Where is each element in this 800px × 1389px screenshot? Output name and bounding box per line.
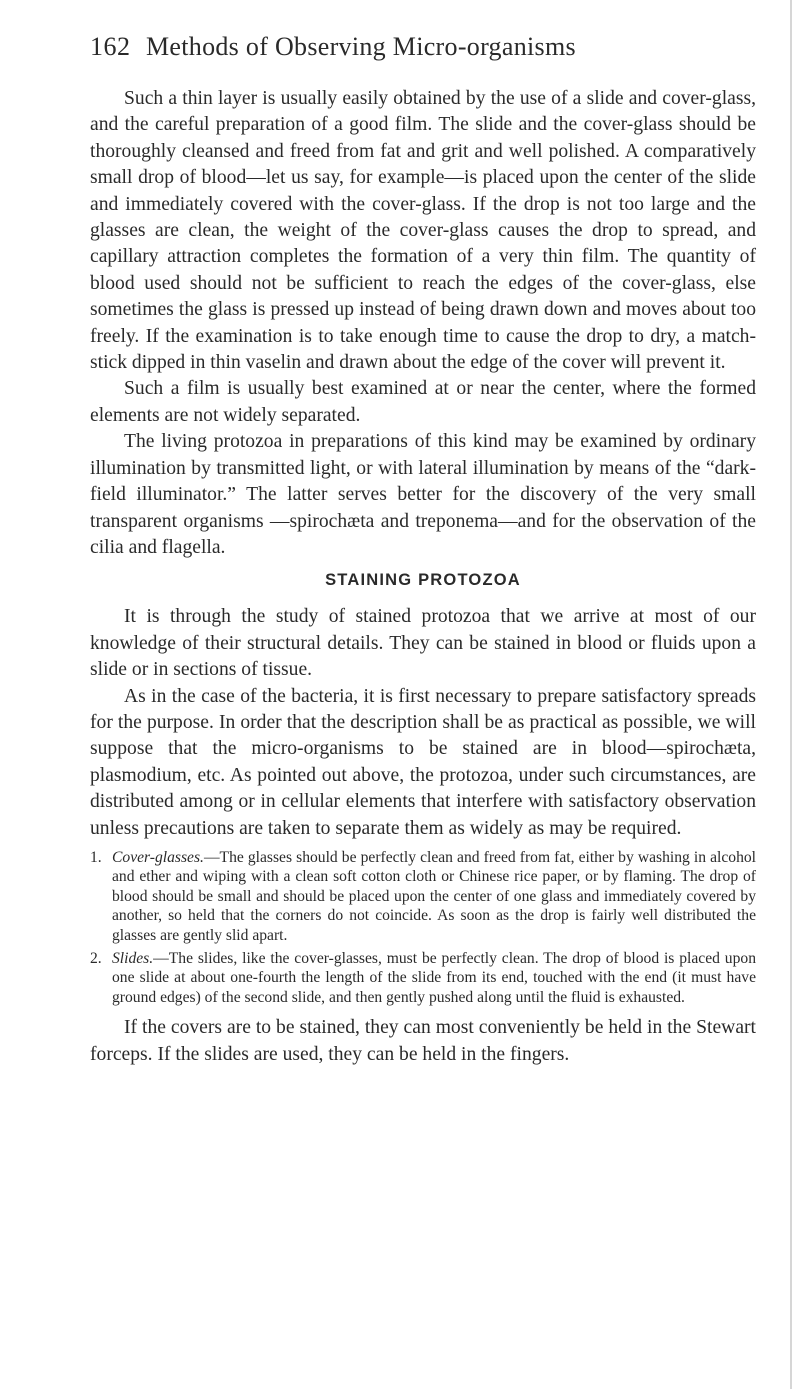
list-item-term: Cover-glasses. bbox=[112, 848, 204, 866]
list-item bbox=[90, 848, 756, 945]
page-header bbox=[90, 32, 740, 72]
body-text bbox=[90, 86, 756, 1068]
list-item-text: —The glasses should be perfectly clean and freed from fat, either by washing in alcohol and ether and wiping with a clean soft cotton cloth or Chinese rice paper, or by flaming. The drop of blood should be small and should be placed upon the center of one glass and immediately covered by another, so held that the corners do not coincide. As soon as the drop is fairly well distributed the glasses are gently slid apart. bbox=[112, 848, 756, 944]
page-number: 162 bbox=[90, 32, 131, 61]
section-heading: STAINING PROTOZOA bbox=[325, 571, 521, 590]
list-item-term: Slides. bbox=[112, 950, 154, 967]
list-item-number: 1. bbox=[90, 848, 102, 866]
page-edge-rule bbox=[790, 0, 792, 1389]
paragraph-film-preparation: Such a thin layer is usually easily obtained by the use of a slide and cover-glass, and the careful preparation of a good film. The slide and the cover-glass should be thoroughly cleansed and freed from fat and grit and well polished. A comparatively small drop of blood—let us say, for example—is placed upon the center of the slide and immediately covered with the cover-glass. If the drop is not too large and the glasses are clean, the weight of the cover-glass causes the drop to spread, and capillary attraction completes the formation of a very thin film. The quantity of blood used should not be sufficient to reach the edges of the cover-glass, else sometimes the glass is pressed up instead of being drawn down and moves about too freely. If the examination is to take enough time to cause the drop to dry, a match-stick dipped in thin vaselin and drawn about the edge of the cover will prevent it. bbox=[90, 88, 756, 374]
paragraph-stained-protozoa: It is through the study of stained protozoa that we arrive at most of our knowledge of their structural details. They can be stained in blood or fluids upon a slide or in sections of tissue. bbox=[90, 606, 756, 681]
paragraph-spreads: As in the case of the bacteria, it is first necessary to prepare satisfactory spreads for the purpose. In order that the description shall be as practical as possible, we will suppose that the micro-organisms to be stained are in blood—spirochæta, plasmodium, etc. As pointed out above, the protozoa, under such circumstances, are distributed among or in cellular elements that interfere with satisfactory observation unless precautions are taken to separate them as widely as may be required. bbox=[90, 685, 756, 839]
paragraph-closing: If the covers are to be stained, they can most conveniently be held in the Stewart forceps. If the slides are used, they can be held in the fingers. bbox=[90, 1017, 756, 1065]
running-title: Methods of Observing Micro-organisms bbox=[146, 32, 576, 61]
procedure-list bbox=[90, 848, 756, 1007]
paragraph-living-protozoa: The living protozoa in preparations of this kind may be examined by ordinary illumination by transmitted light, or with lateral illumination by means of the “dark-field illuminator.” The latter serves better for the discovery of the very small transparent organisms —spirochæta and treponema—and for the observation of the cilia and flagella. bbox=[90, 431, 756, 558]
list-item-text: —The slides, like the cover-glasses, must be perfectly clean. The drop of blood is placed upon one slide at about one-fourth the length of the slide from its end, touched with the end (it must have ground edges) of the second slide, and then gently pushed along until the fluid is exhausted. bbox=[112, 950, 756, 1006]
list-item bbox=[90, 949, 756, 1007]
paragraph-film-examination: Such a film is usually best examined at or near the center, where the formed elements are not widely separated. bbox=[90, 378, 756, 426]
list-item-number: 2. bbox=[90, 950, 102, 967]
